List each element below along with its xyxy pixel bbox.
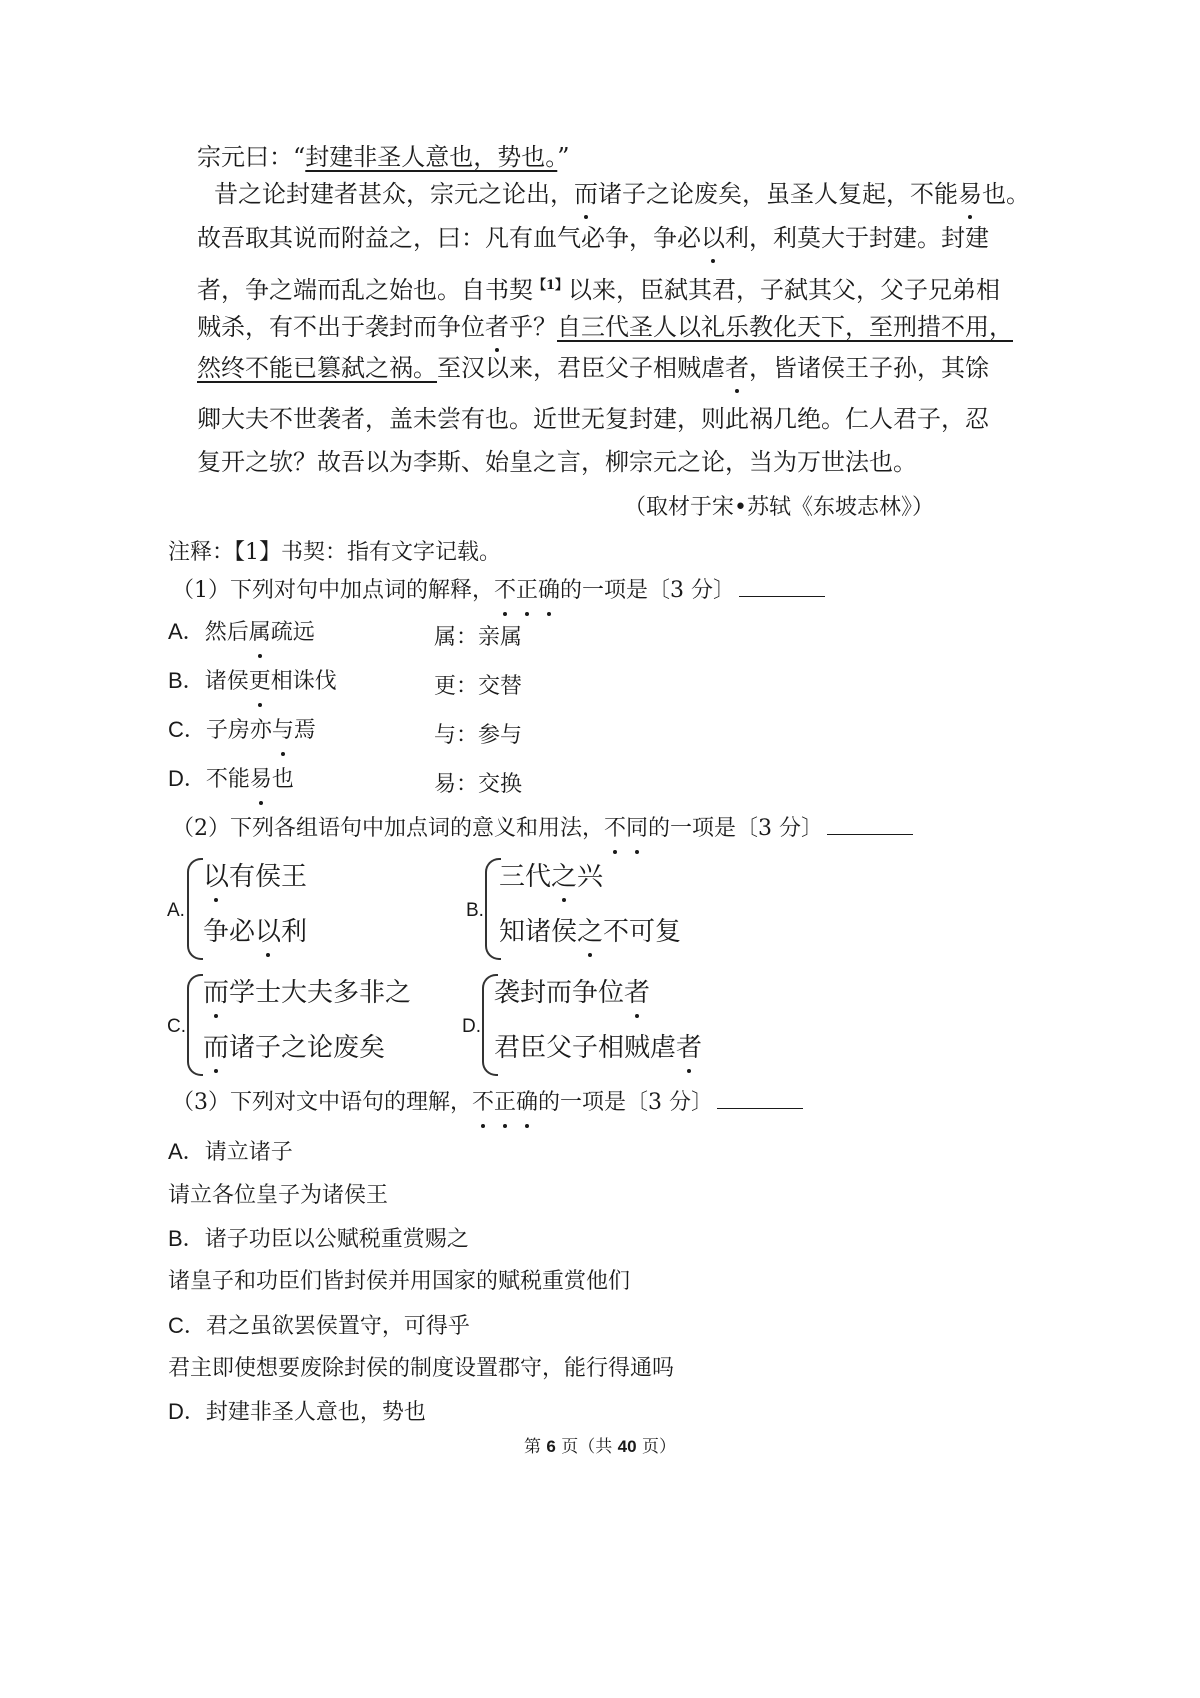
option-label: B． xyxy=(168,668,205,693)
q3-option-c[interactable] xyxy=(168,1310,470,1343)
dotted-word: 之 xyxy=(551,856,577,893)
text: 以来，臣弑其君，子弑其父，父子兄弟相 xyxy=(568,276,1001,304)
text: 故吾取其说而附益之，曰：凡有血气必争，争必 xyxy=(197,224,701,252)
text: 学士大夫多非之 xyxy=(229,977,412,1007)
option-label: D． xyxy=(168,766,206,791)
text: 封建非圣人意也，势也 xyxy=(205,1400,426,1425)
passage-line-2 xyxy=(214,178,1030,210)
text: （1）下列对句中加点词的解释， xyxy=(172,578,494,603)
answer-blank[interactable] xyxy=(717,1086,803,1109)
text: 君之虽欲罢侯置守，可得乎 xyxy=(205,1314,470,1339)
passage-line-8: 复开之欤？故吾以为李斯、始皇之言，柳宗元之论，当为万世法也。 xyxy=(197,448,917,476)
q1-option-c-gloss: 与：参与 xyxy=(434,723,523,748)
dotted-word: 以 xyxy=(255,911,281,948)
dotted-word: 不 xyxy=(472,1087,494,1119)
brace-icon xyxy=(187,858,203,960)
text: 也 xyxy=(271,767,294,792)
footnote: 注释：【1】书契：指有文字记载。 xyxy=(168,540,501,565)
text: ” xyxy=(557,143,570,171)
text: 页（共 xyxy=(555,1437,618,1457)
text: 也。 xyxy=(982,180,1030,208)
q2-group-d-label[interactable]: D. xyxy=(462,1016,481,1037)
q3-option-a[interactable] xyxy=(168,1136,293,1169)
q2-group-a-line-1 xyxy=(203,856,307,893)
q1-option-a-gloss: 属：亲属 xyxy=(434,625,523,650)
q1-option-a[interactable] xyxy=(168,616,315,649)
q3-option-b[interactable] xyxy=(168,1223,469,1256)
q2-group-c-line-2 xyxy=(203,1027,385,1064)
text: 利 xyxy=(281,916,308,946)
text: 不可复 xyxy=(603,916,682,946)
dotted-word: 不 xyxy=(604,813,626,845)
dotted-word: 确 xyxy=(538,575,560,607)
text: 不能 xyxy=(205,767,250,792)
passage-source: （取材于宋•苏轼《东坡志林》） xyxy=(624,495,934,520)
text: 然后 xyxy=(204,620,249,645)
answer-blank[interactable] xyxy=(739,574,825,597)
answer-blank[interactable] xyxy=(827,812,913,835)
dotted-word: 之 xyxy=(577,911,603,948)
passage-line-1 xyxy=(197,141,570,173)
dotted-word: 者 xyxy=(725,354,749,382)
dotted-word: 而 xyxy=(203,972,229,1009)
question-3-stem xyxy=(172,1086,803,1119)
q3-option-d[interactable] xyxy=(168,1396,426,1429)
dotted-word: 者 xyxy=(624,972,650,1009)
text: 疏远 xyxy=(270,620,315,645)
page-number: 6 xyxy=(546,1437,556,1456)
text: 三代 xyxy=(499,861,552,891)
q1-option-b[interactable] xyxy=(168,665,337,698)
dotted-word: 者 xyxy=(676,1027,702,1064)
dotted-word: 易 xyxy=(250,764,272,796)
dotted-word: 易 xyxy=(958,180,982,208)
q2-group-b-line-1 xyxy=(499,856,603,893)
question-1-stem xyxy=(172,574,825,607)
text: 争必 xyxy=(203,916,256,946)
dotted-word: 以 xyxy=(203,856,229,893)
text: 知诸侯 xyxy=(499,916,578,946)
text: 请立诸子 xyxy=(204,1140,293,1165)
text: （3）下列对文中语句的理解， xyxy=(172,1090,472,1115)
option-label: C． xyxy=(168,717,206,742)
text: 利，利莫大于封建。封建 xyxy=(725,224,989,252)
q2-group-c-label[interactable]: C. xyxy=(167,1016,186,1037)
dotted-word: 而 xyxy=(574,180,598,208)
text: 乎？ xyxy=(509,313,557,341)
q3-option-c-explanation: 君主即使想要废除封侯的制度设置郡守，能行得通吗 xyxy=(168,1356,675,1381)
q2-group-b-line-2 xyxy=(499,911,681,948)
text: 的一项是〔3 分〕 xyxy=(560,578,736,603)
q3-option-b-explanation: 诸皇子和功臣们皆封侯并用国家的赋税重赏他们 xyxy=(168,1269,631,1294)
underlined-sentence: 封建非圣人意也，势也。 xyxy=(305,143,558,171)
q1-option-d-gloss: 易：交换 xyxy=(434,772,523,797)
q1-option-d[interactable] xyxy=(168,763,294,796)
option-label: C． xyxy=(168,1313,206,1338)
dotted-word: 更 xyxy=(249,666,271,698)
option-label: A． xyxy=(168,619,205,644)
text: 的一项是〔3 分〕 xyxy=(648,816,824,841)
dotted-word: 正 xyxy=(516,575,538,607)
q2-group-a-line-2 xyxy=(203,911,307,948)
text: 诸侯 xyxy=(204,669,249,694)
passage-line-7: 卿大夫不世袭者，盖未尝有也。近世无复封建，则此祸几绝。仁人君子，忍 xyxy=(197,405,989,433)
dotted-word: 而 xyxy=(203,1027,229,1064)
passage-line-5 xyxy=(197,311,1013,343)
text: （2）下列各组语句中加点词的意义和用法， xyxy=(172,816,604,841)
underlined-sentence: 然终不能已篡弑之祸。 xyxy=(197,354,437,382)
text: 子房亦 xyxy=(205,718,272,743)
option-label: B． xyxy=(168,1226,205,1251)
q2-group-d-line-1 xyxy=(494,972,650,1009)
passage-line-3 xyxy=(197,222,989,254)
q2-group-a-label[interactable]: A. xyxy=(167,900,185,921)
passage-line-6 xyxy=(197,352,989,384)
q2-group-c-line-1 xyxy=(203,972,411,1009)
text: 页） xyxy=(636,1437,676,1457)
option-label: A． xyxy=(168,1139,205,1164)
dotted-word: 不 xyxy=(494,575,516,607)
text: 者，争之端而乱之始也。自书契 xyxy=(197,276,533,304)
text: 诸子之论废矣，虽圣人复起，不能 xyxy=(598,180,958,208)
text: 贼杀，有不出于袭封而争位 xyxy=(197,313,485,341)
text: 君臣父子相贼虐 xyxy=(494,1032,677,1062)
dotted-word: 同 xyxy=(626,813,648,845)
q1-option-c[interactable] xyxy=(168,714,316,747)
page-footer xyxy=(0,1432,1200,1457)
q1-option-b-gloss: 更：交替 xyxy=(434,674,523,699)
text: 的一项是〔3 分〕 xyxy=(538,1090,714,1115)
text: 焉 xyxy=(293,718,316,743)
dotted-word: 正 xyxy=(494,1087,516,1119)
dotted-word: 属 xyxy=(249,617,271,649)
text: 昔之论封建者甚众，宗元之论出， xyxy=(214,180,574,208)
text: 有侯王 xyxy=(229,861,308,891)
text: 至汉以来，君臣父子相贼虐 xyxy=(437,354,725,382)
text: 诸子之论废矣 xyxy=(229,1032,386,1062)
dotted-word: 以 xyxy=(701,224,725,252)
option-label: D． xyxy=(168,1399,206,1424)
page-total: 40 xyxy=(617,1437,637,1456)
q3-option-a-explanation: 请立各位皇子为诸侯王 xyxy=(168,1183,389,1208)
text: ，皆诸侯王子孙，其馀 xyxy=(749,354,989,382)
text: 第 xyxy=(523,1437,547,1457)
q2-group-d-line-2 xyxy=(494,1027,702,1064)
text: 兴 xyxy=(577,861,604,891)
dotted-word: 者 xyxy=(485,313,509,341)
dotted-word: 确 xyxy=(516,1087,538,1119)
footnote-ref: 【1】 xyxy=(533,278,569,293)
text: 宗元曰：“ xyxy=(197,143,306,171)
question-2-stem xyxy=(172,812,913,845)
dotted-word: 与 xyxy=(272,715,294,747)
text: 袭封而争位 xyxy=(494,977,625,1007)
q2-group-b-label[interactable]: B. xyxy=(466,900,484,921)
text: 诸子功臣以公赋税重赏赐之 xyxy=(204,1227,469,1252)
brace-icon xyxy=(187,974,203,1076)
underlined-sentence: 自三代圣人以礼乐教化天下，至刑措不用， xyxy=(557,313,1013,341)
text: 相诛伐 xyxy=(270,669,337,694)
passage-line-4 xyxy=(197,270,1000,306)
